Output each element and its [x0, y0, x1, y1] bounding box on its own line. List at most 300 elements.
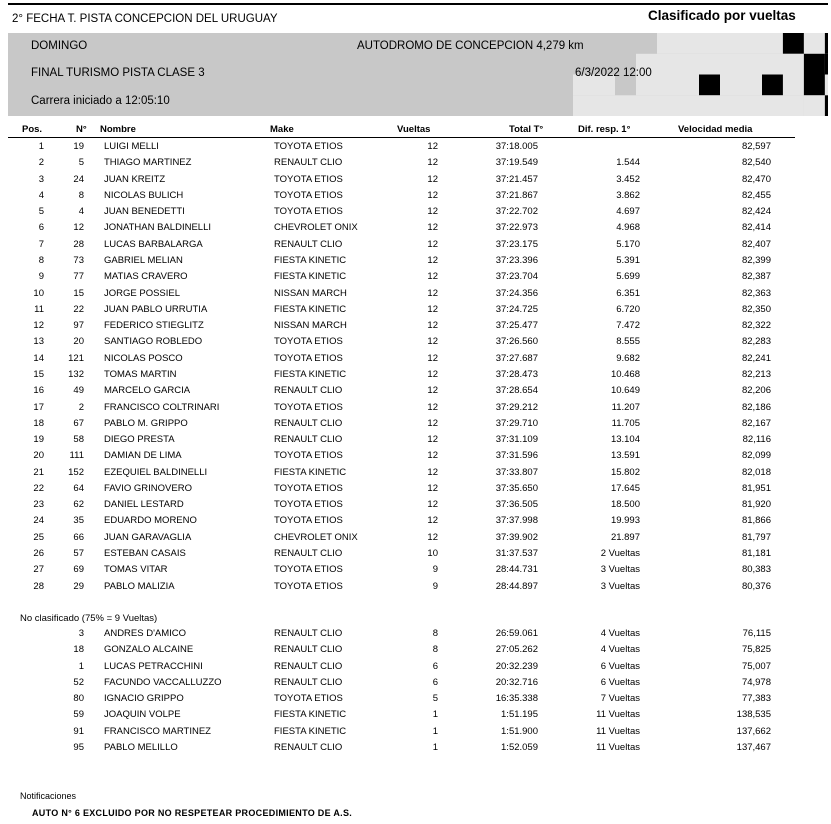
cell-avg-speed: 74,978 — [741, 676, 771, 688]
cell-laps: 8 — [432, 628, 438, 639]
cell-pos: 12 — [33, 320, 44, 332]
cell-make: FIESTA KINETIC — [274, 271, 347, 283]
cell-make: RENAULT CLIO — [274, 548, 343, 559]
cell-make: TOYOTA ETIOS — [274, 580, 343, 592]
cell-avg-speed: 82,414 — [741, 222, 771, 234]
cell-pos: 28 — [33, 580, 44, 592]
cell-make: RENAULT CLIO — [274, 628, 343, 639]
cell-gap: 21.897 — [610, 531, 640, 543]
cell-make: TOYOTA ETIOS — [274, 206, 343, 218]
cell-number: 19 — [73, 141, 84, 152]
cell-total-time: 37:23.704 — [495, 271, 538, 283]
cell-laps: 12 — [427, 434, 438, 445]
cell-total-time: 37:28.654 — [495, 385, 538, 397]
cell-gap: 3 Vueltas — [600, 580, 640, 592]
cell-number: 80 — [73, 693, 84, 705]
cell-gap: 11 Vueltas — [596, 709, 640, 721]
cell-laps: 12 — [427, 189, 438, 201]
checker-dark-square — [699, 75, 720, 96]
cell-number: 28 — [73, 238, 84, 250]
cell-make: RENAULT CLIO — [274, 157, 343, 169]
cell-pos: 1 — [38, 141, 44, 152]
cell-total-time: 28:44.897 — [495, 580, 538, 592]
notifications-label: Notificaciones — [20, 791, 77, 801]
cell-gap: 6 Vueltas — [600, 660, 640, 672]
cell-name: PABLO MALIZIA — [104, 580, 175, 592]
cell-avg-speed: 82,283 — [741, 336, 771, 348]
cell-name: PABLO MELILLO — [104, 742, 178, 753]
cell-gap: 13.104 — [610, 434, 640, 445]
col-header-gap: Dif. resp. 1° — [578, 124, 631, 135]
cell-make: CHEVROLET ONIX — [274, 222, 358, 234]
cell-gap: 17.645 — [610, 482, 640, 494]
race-day: DOMINGO — [31, 40, 88, 52]
cell-number: 49 — [73, 385, 84, 397]
checker-light-square — [573, 95, 594, 116]
cell-total-time: 37:29.212 — [495, 401, 538, 413]
race-category: FINAL TURISMO PISTA CLASE 3 — [31, 67, 205, 79]
cell-total-time: 37:27.687 — [495, 352, 538, 364]
cell-avg-speed: 77,383 — [741, 693, 771, 705]
cell-name: ESTEBAN CASAIS — [104, 548, 186, 559]
cell-gap: 3.862 — [616, 189, 640, 201]
cell-make: TOYOTA ETIOS — [274, 141, 343, 152]
cell-total-time: 37:22.702 — [495, 206, 538, 218]
cell-avg-speed: 82,322 — [741, 320, 771, 332]
cell-laps: 12 — [427, 336, 438, 348]
cell-total-time: 20:32.716 — [495, 676, 538, 688]
cell-laps: 12 — [427, 222, 438, 234]
cell-name: DANIEL LESTARD — [104, 499, 184, 511]
cell-gap: 9.682 — [616, 352, 640, 364]
cell-laps: 12 — [427, 515, 438, 527]
cell-total-time: 37:26.560 — [495, 336, 538, 348]
cell-laps: 12 — [427, 271, 438, 283]
cell-name: LUCAS BARBALARGA — [104, 238, 203, 250]
cell-avg-speed: 82,424 — [741, 206, 771, 218]
cell-avg-speed: 82,213 — [741, 368, 771, 380]
cell-make: FIESTA KINETIC — [274, 255, 347, 266]
cell-gap: 11.207 — [611, 401, 640, 413]
cell-gap: 6 Vueltas — [600, 676, 640, 688]
race-start-time: Carrera iniciado a 12:05:10 — [31, 95, 170, 107]
cell-avg-speed: 82,597 — [741, 141, 771, 152]
checker-light-square — [762, 54, 783, 75]
cell-number: 18 — [73, 644, 84, 656]
cell-pos: 5 — [38, 206, 44, 218]
cell-name: FACUNDO VACCALLUZZO — [104, 676, 222, 688]
cell-name: JOAQUIN VOLPE — [104, 709, 181, 721]
cell-avg-speed: 137,662 — [736, 725, 771, 737]
cell-name: JONATHAN BALDINELLI — [104, 222, 211, 234]
cell-gap: 5.699 — [616, 271, 640, 283]
cell-name: ANDRES D'AMICO — [104, 628, 187, 639]
cell-avg-speed: 82,407 — [741, 238, 771, 250]
cell-avg-speed: 80,383 — [741, 564, 771, 576]
cell-laps: 12 — [427, 417, 438, 429]
cell-gap: 11.705 — [611, 417, 640, 429]
checker-light-square — [762, 95, 783, 116]
cell-name: TOMAS MARTIN — [104, 368, 177, 380]
cell-total-time: 37:24.725 — [495, 303, 538, 315]
cell-name: THIAGO MARTINEZ — [104, 157, 192, 169]
cell-gap: 4 Vueltas — [600, 628, 640, 639]
cell-laps: 10 — [427, 548, 438, 559]
cell-laps: 8 — [432, 644, 438, 656]
cell-name: DAMIAN DE LIMA — [104, 450, 182, 462]
notification-text: AUTO N° 6 EXCLUIDO POR NO RESPETEAR PROCEDIMIENTO DE A.S. — [32, 808, 353, 818]
cell-gap: 3 Vueltas — [600, 564, 640, 576]
cell-name: JUAN PABLO URRUTIA — [104, 303, 208, 315]
cell-gap: 4.697 — [616, 206, 640, 218]
cell-pos: 17 — [33, 401, 44, 413]
checker-light-square — [804, 95, 825, 116]
cell-pos: 13 — [33, 336, 44, 348]
cell-avg-speed: 82,470 — [741, 173, 771, 185]
checker-light-square — [678, 33, 699, 54]
cell-total-time: 37:23.396 — [495, 255, 538, 266]
cell-gap: 2 Vueltas — [600, 548, 640, 559]
cell-name: NICOLAS BULICH — [104, 189, 184, 201]
cell-total-time: 37:35.650 — [495, 482, 538, 494]
cell-name: GONZALO ALCAINE — [104, 644, 194, 656]
cell-total-time: 27:05.262 — [495, 644, 538, 656]
cell-number: 15 — [73, 287, 84, 299]
checker-light-square — [825, 75, 828, 96]
cell-total-time: 37:39.902 — [495, 531, 538, 543]
cell-number: 24 — [73, 173, 84, 185]
checker-light-square — [678, 75, 699, 96]
cell-name: FEDERICO STIEGLITZ — [104, 320, 204, 332]
cell-make: FIESTA KINETIC — [274, 368, 347, 380]
cell-laps: 12 — [427, 499, 438, 511]
checker-light-square — [678, 54, 699, 75]
cell-avg-speed: 82,350 — [741, 303, 771, 315]
checker-light-square — [657, 33, 678, 54]
cell-number: 57 — [73, 548, 84, 559]
checker-light-square — [720, 75, 741, 96]
cell-total-time: 37:29.710 — [495, 417, 538, 429]
cell-avg-speed: 82,116 — [742, 434, 771, 445]
cell-avg-speed: 82,186 — [741, 401, 771, 413]
checker-light-square — [741, 95, 762, 116]
race-datetime: 6/3/2022 12:00 — [575, 67, 652, 79]
cell-laps: 12 — [427, 385, 438, 397]
cell-number: 12 — [73, 222, 84, 234]
checker-dark-square — [825, 54, 828, 75]
cell-name: FRANCISCO MARTINEZ — [104, 725, 211, 737]
cell-make: TOYOTA ETIOS — [274, 515, 343, 527]
cell-laps: 12 — [427, 320, 438, 332]
cell-avg-speed: 138,535 — [736, 709, 771, 721]
cell-avg-speed: 82,540 — [741, 157, 771, 169]
cell-number: 66 — [73, 531, 84, 543]
cell-number: 121 — [68, 352, 84, 364]
cell-make: RENAULT CLIO — [274, 238, 343, 250]
cell-make: CHEVROLET ONIX — [274, 531, 358, 543]
cell-number: 69 — [73, 564, 84, 576]
cell-make: RENAULT CLIO — [274, 660, 343, 672]
top-rule — [8, 3, 828, 5]
checker-dark-square — [762, 75, 783, 96]
cell-avg-speed: 81,866 — [741, 515, 771, 527]
cell-gap: 5.391 — [616, 255, 640, 266]
cell-make: TOYOTA ETIOS — [274, 499, 343, 511]
cell-name: MARCELO GARCIA — [104, 385, 191, 397]
cell-number: 58 — [73, 434, 84, 445]
cell-make: TOYOTA ETIOS — [274, 401, 343, 413]
cell-name: LUIGI MELLI — [104, 141, 159, 152]
cell-pos: 8 — [38, 255, 44, 266]
cell-total-time: 37:31.109 — [495, 434, 538, 445]
header-rule — [8, 137, 795, 138]
cell-name: JORGE POSSIEL — [104, 287, 181, 299]
circuit-name: AUTODROMO DE CONCEPCION 4,279 km — [357, 40, 584, 52]
checker-light-square — [783, 75, 804, 96]
race-banner — [8, 33, 828, 116]
col-header-total-time: Total T° — [509, 124, 544, 135]
cell-total-time: 37:19.549 — [495, 157, 538, 169]
cell-pos: 21 — [33, 466, 44, 478]
cell-total-time: 37:25.477 — [495, 320, 538, 332]
cell-make: TOYOTA ETIOS — [274, 450, 343, 462]
cell-laps: 12 — [427, 482, 438, 494]
cell-gap: 4.968 — [616, 222, 640, 234]
cell-number: 1 — [78, 660, 84, 672]
cell-make: FIESTA KINETIC — [274, 466, 347, 478]
cell-laps: 12 — [427, 206, 438, 218]
cell-gap: 11 Vueltas — [596, 725, 640, 737]
cell-number: 8 — [78, 189, 84, 201]
cell-pos: 24 — [33, 515, 44, 527]
cell-gap: 3.452 — [616, 173, 640, 185]
cell-gap: 6.351 — [616, 287, 640, 299]
not-classified-label: No clasificado (75% = 9 Vueltas) — [20, 613, 158, 624]
cell-make: FIESTA KINETIC — [274, 709, 347, 721]
cell-avg-speed: 82,167 — [741, 417, 771, 429]
cell-avg-speed: 81,797 — [741, 531, 771, 543]
checker-light-square — [804, 33, 825, 54]
cell-name: EDUARDO MORENO — [104, 515, 197, 527]
cell-pos: 7 — [38, 238, 44, 250]
checker-light-square — [594, 95, 615, 116]
cell-total-time: 26:59.061 — [495, 628, 538, 639]
col-header-make: Make — [270, 124, 294, 135]
cell-pos: 18 — [33, 417, 44, 429]
cell-avg-speed: 82,387 — [741, 271, 771, 283]
cell-make: RENAULT CLIO — [274, 385, 343, 397]
col-header-pos: Pos. — [22, 124, 43, 135]
cell-pos: 10 — [33, 287, 44, 299]
cell-pos: 4 — [38, 189, 44, 201]
col-header-name: Nombre — [100, 124, 136, 135]
cell-avg-speed: 82,399 — [741, 255, 771, 266]
cell-name: FAVIO GRINOVERO — [104, 482, 192, 494]
cell-make: NISSAN MARCH — [274, 287, 347, 299]
cell-total-time: 37:28.473 — [495, 368, 538, 380]
cell-total-time: 37:21.867 — [495, 189, 538, 201]
cell-pos: 15 — [33, 368, 44, 380]
cell-total-time: 1:51.900 — [501, 725, 538, 737]
cell-gap: 6.720 — [616, 303, 640, 315]
cell-number: 2 — [78, 401, 84, 413]
cell-avg-speed: 80,376 — [741, 580, 771, 592]
checker-dark-square — [783, 33, 804, 54]
report-title: Clasificado por vueltas — [648, 8, 796, 23]
cell-avg-speed: 81,181 — [741, 548, 771, 559]
checker-light-square — [678, 95, 699, 116]
cell-pos: 16 — [33, 385, 44, 397]
cell-name: JUAN GARAVAGLIA — [104, 531, 192, 543]
checker-light-square — [783, 54, 804, 75]
cell-name: LUCAS PETRACCHINI — [104, 660, 203, 672]
cell-number: 95 — [73, 742, 84, 753]
cell-laps: 1 — [432, 742, 438, 753]
cell-gap: 1.544 — [616, 157, 640, 169]
cell-gap: 18.500 — [610, 499, 640, 511]
checker-light-square — [741, 33, 762, 54]
cell-avg-speed: 82,363 — [741, 287, 771, 299]
cell-laps: 12 — [427, 368, 438, 380]
cell-pos: 19 — [33, 434, 44, 445]
cell-avg-speed: 75,825 — [741, 644, 771, 656]
checker-dark-square — [825, 95, 828, 116]
cell-laps: 5 — [432, 693, 438, 705]
cell-make: TOYOTA ETIOS — [274, 564, 343, 576]
cell-total-time: 37:21.457 — [495, 173, 538, 185]
cell-name: JUAN BENEDETTI — [104, 206, 185, 218]
cell-number: 5 — [78, 157, 84, 169]
cell-laps: 12 — [427, 141, 438, 152]
cell-laps: 12 — [427, 255, 438, 266]
cell-laps: 12 — [427, 450, 438, 462]
checker-light-square — [762, 33, 783, 54]
cell-gap: 10.468 — [610, 368, 640, 380]
checker-light-square — [699, 33, 720, 54]
cell-make: RENAULT CLIO — [274, 434, 343, 445]
cell-total-time: 31:37.537 — [495, 548, 538, 559]
cell-number: 20 — [73, 336, 84, 348]
cell-pos: 23 — [33, 499, 44, 511]
cell-name: GABRIEL MELIAN — [104, 255, 183, 266]
cell-total-time: 37:18.005 — [495, 141, 538, 152]
cell-total-time: 37:24.356 — [495, 287, 538, 299]
col-header-avg-speed: Velocidad media — [678, 124, 753, 135]
checker-light-square — [657, 95, 678, 116]
cell-pos: 6 — [38, 222, 44, 234]
cell-total-time: 37:33.807 — [495, 466, 538, 478]
cell-laps: 6 — [432, 660, 438, 672]
cell-make: RENAULT CLIO — [274, 742, 343, 753]
cell-number: 67 — [73, 417, 84, 429]
cell-laps: 9 — [432, 580, 438, 592]
cell-gap: 10.649 — [610, 385, 640, 397]
checker-light-square — [741, 54, 762, 75]
checker-light-square — [657, 75, 678, 96]
cell-number: 97 — [73, 320, 84, 332]
cell-laps: 12 — [427, 531, 438, 543]
cell-total-time: 37:22.973 — [495, 222, 538, 234]
cell-total-time: 20:32.239 — [495, 660, 538, 672]
cell-avg-speed: 82,099 — [741, 450, 771, 462]
cell-name: IGNACIO GRIPPO — [104, 693, 184, 705]
cell-make: NISSAN MARCH — [274, 320, 347, 332]
checker-light-square — [699, 95, 720, 116]
checker-dark-square — [825, 33, 828, 54]
cell-gap: 5.170 — [616, 238, 640, 250]
cell-avg-speed: 76,115 — [742, 628, 771, 639]
cell-number: 132 — [68, 368, 84, 380]
cell-make: TOYOTA ETIOS — [274, 482, 343, 494]
cell-avg-speed: 82,241 — [741, 352, 771, 364]
cell-total-time: 37:37.998 — [495, 515, 538, 527]
col-header-number: N° — [76, 124, 87, 135]
cell-name: FRANCISCO COLTRINARI — [104, 401, 220, 413]
cell-pos: 11 — [34, 303, 44, 315]
checker-light-square — [741, 75, 762, 96]
cell-gap: 8.555 — [616, 336, 640, 348]
cell-pos: 27 — [33, 564, 44, 576]
checker-light-square — [615, 95, 636, 116]
cell-name: EZEQUIEL BALDINELLI — [104, 466, 208, 478]
cell-number: 35 — [73, 515, 84, 527]
cell-pos: 3 — [38, 173, 44, 185]
cell-gap: 7 Vueltas — [600, 693, 640, 705]
checker-light-square — [636, 95, 657, 116]
cell-laps: 9 — [432, 564, 438, 576]
cell-number: 64 — [73, 482, 84, 494]
cell-name: NICOLAS POSCO — [104, 352, 183, 364]
cell-pos: 2 — [38, 157, 44, 169]
cell-gap: 4 Vueltas — [600, 644, 640, 656]
cell-number: 59 — [73, 709, 84, 721]
cell-make: FIESTA KINETIC — [274, 725, 347, 737]
cell-name: SANTIAGO ROBLEDO — [104, 336, 203, 348]
cell-laps: 1 — [432, 709, 438, 721]
event-title: 2° FECHA T. PISTA CONCEPCION DEL URUGUAY — [12, 13, 278, 25]
cell-total-time: 28:44.731 — [495, 564, 538, 576]
cell-pos: 20 — [33, 450, 44, 462]
cell-laps: 12 — [427, 401, 438, 413]
cell-laps: 12 — [427, 157, 438, 169]
cell-make: TOYOTA ETIOS — [274, 352, 343, 364]
cell-number: 77 — [73, 271, 84, 283]
col-header-laps: Vueltas — [397, 124, 431, 135]
cell-make: RENAULT CLIO — [274, 676, 343, 688]
cell-name: DIEGO PRESTA — [104, 434, 175, 445]
cell-pos: 25 — [33, 531, 44, 543]
cell-total-time: 37:31.596 — [495, 450, 538, 462]
cell-number: 62 — [73, 499, 84, 511]
cell-make: RENAULT CLIO — [274, 644, 343, 656]
cell-make: RENAULT CLIO — [274, 417, 343, 429]
cell-number: 91 — [73, 725, 84, 737]
cell-name: TOMAS VITAR — [104, 564, 168, 576]
cell-make: TOYOTA ETIOS — [274, 173, 343, 185]
cell-number: 111 — [69, 450, 84, 462]
cell-gap: 11 Vueltas — [596, 742, 640, 753]
cell-avg-speed: 81,920 — [741, 499, 771, 511]
cell-avg-speed: 75,007 — [741, 660, 771, 672]
cell-pos: 22 — [33, 482, 44, 494]
cell-laps: 12 — [427, 466, 438, 478]
cell-laps: 1 — [432, 725, 438, 737]
cell-pos: 9 — [38, 271, 44, 283]
cell-number: 22 — [73, 303, 84, 315]
cell-name: MATIAS CRAVERO — [104, 271, 188, 283]
cell-make: FIESTA KINETIC — [274, 303, 347, 315]
checker-light-square — [720, 95, 741, 116]
